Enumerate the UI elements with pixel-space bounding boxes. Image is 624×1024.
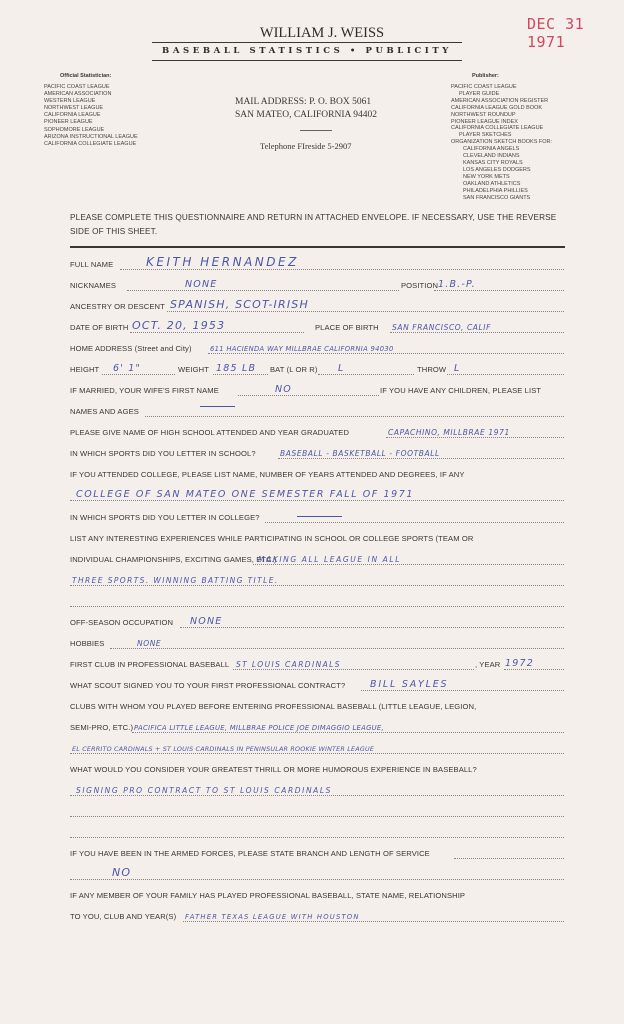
school-sports-label: IN WHICH SPORTS DID YOU LETTER IN SCHOOL?: [70, 449, 256, 458]
fill-line: [183, 921, 564, 922]
fill-line: [504, 669, 564, 670]
fill-line: [361, 690, 564, 691]
thrill-value[interactable]: SIGNING PRO CONTRACT TO ST LOUIS CARDINALS: [76, 786, 333, 795]
dob-value[interactable]: OCT. 20, 1953: [132, 319, 226, 332]
field-children[interactable]: [70, 402, 564, 418]
high-school-label: PLEASE GIVE NAME OF HIGH SCHOOL ATTENDED AND YEAR GRADUATED: [70, 428, 350, 437]
publisher-item: CALIFORNIA COLLEGIATE LEAGUE: [451, 125, 544, 132]
field-family-label: [70, 886, 564, 902]
letterhead-name: WILLIAM J. WEISS: [259, 25, 385, 41]
fill-line: [265, 522, 564, 523]
clubs-label-2: SEMI-PRO, ETC.): [70, 723, 134, 732]
bat-value[interactable]: L: [338, 363, 345, 374]
children-label-2: NAMES AND AGES: [70, 407, 139, 416]
off-season-label: OFF-SEASON OCCUPATION: [70, 618, 174, 627]
weight-value[interactable]: 185 LB: [216, 363, 257, 374]
field-school-sports[interactable]: [70, 444, 564, 460]
field-thrill-label: [70, 760, 564, 776]
throw-label: THROW: [417, 365, 447, 374]
fill-line: [386, 437, 564, 438]
statistician-item: CALIFORNIA COLLEGIATE LEAGUE: [44, 140, 137, 147]
height-label: HEIGHT: [70, 365, 100, 374]
statistician-item: AMERICAN ASSOCIATION: [44, 91, 112, 98]
field-physical[interactable]: [70, 360, 564, 376]
field-college-label: [70, 465, 564, 481]
field-scout[interactable]: [70, 676, 564, 692]
fill-line: [70, 795, 564, 796]
fill-line: [447, 374, 564, 375]
publisher-title: Publisher:: [472, 73, 499, 79]
field-ancestry[interactable]: [70, 297, 564, 313]
field-experiences-2[interactable]: [70, 571, 564, 587]
clubs-value[interactable]: PACIFICA LITTLE LEAGUE, MILLBRAE POLICE JOE DIMAGGIO LEAGUE,: [134, 724, 384, 732]
family-label: IF ANY MEMBER OF YOUR FAMILY HAS PLAYED PROFESSIONAL BASEBALL, STATE NAME, RELATIONSHIP: [70, 891, 466, 900]
college-value[interactable]: COLLEGE OF SAN MATEO ONE SEMESTER FALL OF 1971: [76, 489, 415, 500]
publisher-item: PIONEER LEAGUE INDEX: [451, 118, 518, 125]
experiences-value[interactable]: MAKING ALL LEAGUE IN ALL: [258, 555, 401, 564]
publisher-item: CALIFORNIA LEAGUE GOLD BOOK: [451, 104, 543, 111]
field-clubs-2[interactable]: [70, 739, 564, 755]
experiences-value-2[interactable]: THREE SPORTS. WINNING BATTING TITLE.: [72, 576, 279, 585]
field-thrill-2[interactable]: [70, 802, 564, 818]
first-club-value[interactable]: ST LOUIS CARDINALS: [236, 660, 341, 669]
college-label: IF YOU ATTENDED COLLEGE, PLEASE LIST NAME, NUMBER OF YEARS ATTENDED AND DEGREES, IF ANY: [70, 470, 465, 479]
form-instructions: PLEASE COMPLETE THIS QUESTIONNAIRE AND RETURN IN ATTACHED ENVELOPE. IF NECESSARY, USE THE REVERSE SIDE OF THIS SHEET.: [70, 213, 557, 236]
fill-line: [454, 858, 564, 859]
college-sports-label: IN WHICH SPORTS DID YOU LETTER IN COLLEGE?: [70, 513, 260, 522]
family-value[interactable]: FATHER TEXAS LEAGUE WITH HOUSTON: [185, 913, 360, 921]
mail-address-line2: SAN MATEO, CALIFORNIA 94402: [235, 109, 377, 120]
experiences-label-2: INDIVIDUAL CHAMPIONSHIPS, EXCITING GAMES, ETC.): [70, 555, 277, 564]
field-full-name[interactable]: [70, 255, 564, 271]
publisher-item: LOS ANGELES DODGERS: [463, 166, 531, 173]
fill-line: [145, 416, 564, 417]
fill-line: [434, 290, 564, 291]
ancestry-value[interactable]: SPANISH, SCOT-IRISH: [170, 298, 309, 311]
fill-line: [253, 564, 564, 565]
fill-line: [208, 353, 564, 354]
publisher-item: AMERICAN ASSOCIATION REGISTER: [451, 97, 549, 104]
field-home-address[interactable]: [70, 339, 564, 355]
pob-label: PLACE OF BIRTH: [315, 323, 379, 332]
statistician-item: PACIFIC COAST LEAGUE: [44, 84, 110, 90]
full-name-value[interactable]: KEITH HERNANDEZ: [146, 255, 299, 269]
field-marital[interactable]: [70, 381, 564, 397]
field-experiences-label: [70, 529, 564, 545]
armed-forces-value[interactable]: NO: [112, 866, 132, 879]
fill-line: [390, 332, 564, 333]
handwritten-dash: [200, 406, 235, 407]
full-name-label: FULL NAME: [70, 260, 114, 269]
publisher-item: ORGANIZATION SKETCH BOOKS FOR:: [451, 139, 553, 146]
field-birth[interactable]: [70, 318, 564, 334]
fill-line: [70, 753, 564, 754]
field-high-school[interactable]: [70, 423, 564, 439]
scout-value[interactable]: BILL SAYLES: [370, 679, 449, 690]
position-label: POSITION: [401, 281, 439, 290]
publisher-item: NORTHWEST ROUNDUP: [451, 111, 516, 118]
fill-line: [70, 816, 564, 817]
scout-label: WHAT SCOUT SIGNED YOU TO YOUR FIRST PROFESSIONAL CONTRACT?: [70, 681, 346, 690]
wife-label: IF MARRIED, YOUR WIFE'S FIRST NAME: [70, 386, 219, 395]
fill-line: [127, 290, 399, 291]
school-sports-value[interactable]: BASEBALL - BASKETBALL - FOOTBALL: [280, 449, 440, 458]
fill-line: [167, 311, 564, 312]
section-divider: [70, 246, 565, 248]
weight-label: WEIGHT: [178, 365, 209, 374]
statistician-list: [44, 84, 138, 148]
pob-value[interactable]: SAN FRANCISCO, CALIF: [392, 323, 492, 332]
position-value[interactable]: 1.B.-P.: [438, 279, 476, 290]
publisher-item: PACIFIC COAST LEAGUE: [451, 84, 517, 90]
field-thrill-3[interactable]: [70, 823, 564, 839]
publisher-item: CLEVELAND INDIANS: [463, 153, 520, 160]
ancestry-label: ANCESTRY OR DESCENT: [70, 302, 165, 311]
family-label-2: TO YOU, CLUB AND YEAR(S): [70, 912, 177, 921]
statistician-item: CALIFORNIA LEAGUE: [44, 112, 101, 119]
field-experiences-3[interactable]: [70, 592, 564, 608]
hobbies-label: HOBBIES: [70, 639, 105, 648]
fill-line: [70, 500, 564, 501]
nicknames-label: NICKNAMES: [70, 281, 117, 290]
publisher-item: NEW YORK METS: [463, 173, 510, 180]
field-college[interactable]: [70, 486, 564, 502]
publisher-item: PLAYER GUIDE: [459, 90, 500, 97]
fill-line: [110, 648, 564, 649]
statistician-item: SOPHOMORE LEAGUE: [44, 126, 105, 133]
statistician-item: PIONEER LEAGUE: [44, 119, 93, 126]
statistician-item: ARIZONA INSTRUCTIONAL LEAGUE: [44, 133, 138, 140]
nicknames-value[interactable]: NONE: [185, 279, 218, 290]
armed-forces-label: IF YOU HAVE BEEN IN THE ARMED FORCES, PLEASE STATE BRANCH AND LENGTH OF SERVICE: [70, 849, 430, 858]
field-college-sports[interactable]: [70, 508, 564, 524]
received-date-stamp: DEC 31 1971: [527, 15, 585, 51]
statistician-item: WESTERN LEAGUE: [44, 98, 96, 105]
mail-address: [235, 96, 377, 121]
field-nicknames[interactable]: [70, 276, 564, 292]
publisher-list: [451, 84, 552, 201]
field-armed-forces[interactable]: [70, 844, 564, 860]
fill-line: [233, 669, 474, 670]
fill-line: [318, 374, 414, 375]
fill-line: [238, 395, 379, 396]
wife-value[interactable]: NO: [275, 384, 292, 395]
fill-line: [70, 606, 564, 607]
publisher-item: SAN FRANCISCO GIANTS: [463, 194, 531, 201]
field-clubs[interactable]: [70, 718, 564, 734]
first-club-label: FIRST CLUB IN PROFESSIONAL BASEBALL: [70, 660, 230, 669]
fill-line: [70, 879, 564, 880]
publisher-item: KANSAS CITY ROYALS: [463, 159, 523, 166]
mail-address-line1: MAIL ADDRESS: P. O. BOX 5061: [235, 97, 372, 107]
clubs-label: CLUBS WITH WHOM YOU PLAYED BEFORE ENTERING PROFESSIONAL BASEBALL (LITTLE LEAGUE, LEGION,: [70, 702, 477, 711]
fill-line: [102, 374, 175, 375]
bat-label: BAT (L OR R): [270, 365, 318, 374]
clubs-value-2[interactable]: EL CERRITO CARDINALS + ST LOUIS CARDINALS IN PENINSULAR ROOKIE WINTER LEAGUE: [72, 745, 375, 753]
statistician-title: Official Statistician:: [60, 73, 112, 79]
off-season-value[interactable]: NONE: [190, 616, 223, 627]
publisher-item: PHILADELPHIA PHILLIES: [463, 187, 528, 194]
publisher-item: PLAYER SKETCHES: [459, 132, 512, 139]
year-label: , YEAR: [475, 660, 501, 669]
letterhead-banner: BASEBALL STATISTICS • PUBLICITY: [152, 42, 462, 61]
fill-line: [120, 269, 564, 270]
field-armed-forces-2[interactable]: [70, 865, 564, 881]
children-label: IF YOU HAVE ANY CHILDREN, PLEASE LIST: [380, 386, 542, 395]
fill-line: [70, 585, 564, 586]
experiences-label: LIST ANY INTERESTING EXPERIENCES WHILE PARTICIPATING IN SCHOOL OR COLLEGE SPORTS (TEAM OR: [70, 534, 474, 543]
field-off-season[interactable]: [70, 613, 564, 629]
divider: [300, 130, 332, 131]
publisher-item: OAKLAND ATHLETICS: [463, 180, 521, 187]
hobbies-value[interactable]: NONE: [137, 639, 162, 648]
fill-line: [70, 837, 564, 838]
address-label: HOME ADDRESS (Street and City): [70, 344, 192, 353]
address-value[interactable]: 611 HACIENDA WAY MILLBRAE CALIFORNIA 94030: [210, 345, 394, 353]
field-thrill[interactable]: [70, 781, 564, 797]
thrill-label: WHAT WOULD YOU CONSIDER YOUR GREATEST THRILL OR MORE HUMOROUS EXPERIENCE IN BASEBALL?: [70, 765, 477, 774]
statistician-item: NORTHWEST LEAGUE: [44, 105, 104, 112]
year-value[interactable]: 1972: [505, 658, 534, 669]
high-school-value[interactable]: CAPACHINO, MILLBRAE 1971: [388, 428, 510, 437]
field-experiences[interactable]: [70, 550, 564, 566]
throw-value[interactable]: L: [454, 363, 461, 374]
height-value[interactable]: 6' 1": [113, 363, 142, 374]
fill-line: [180, 627, 564, 628]
field-hobbies[interactable]: [70, 634, 564, 650]
telephone: Telephone FIreside 5-2907: [260, 141, 352, 151]
field-first-club[interactable]: [70, 655, 564, 671]
publisher-item: CALIFORNIA ANGELS: [463, 146, 520, 153]
fill-line: [132, 732, 564, 733]
handwritten-dash: [297, 516, 342, 517]
fill-line: [278, 458, 564, 459]
fill-line: [213, 374, 268, 375]
fill-line: [130, 332, 304, 333]
field-clubs-label: [70, 697, 564, 713]
dob-label: DATE OF BIRTH: [70, 323, 129, 332]
field-family[interactable]: [70, 907, 564, 923]
